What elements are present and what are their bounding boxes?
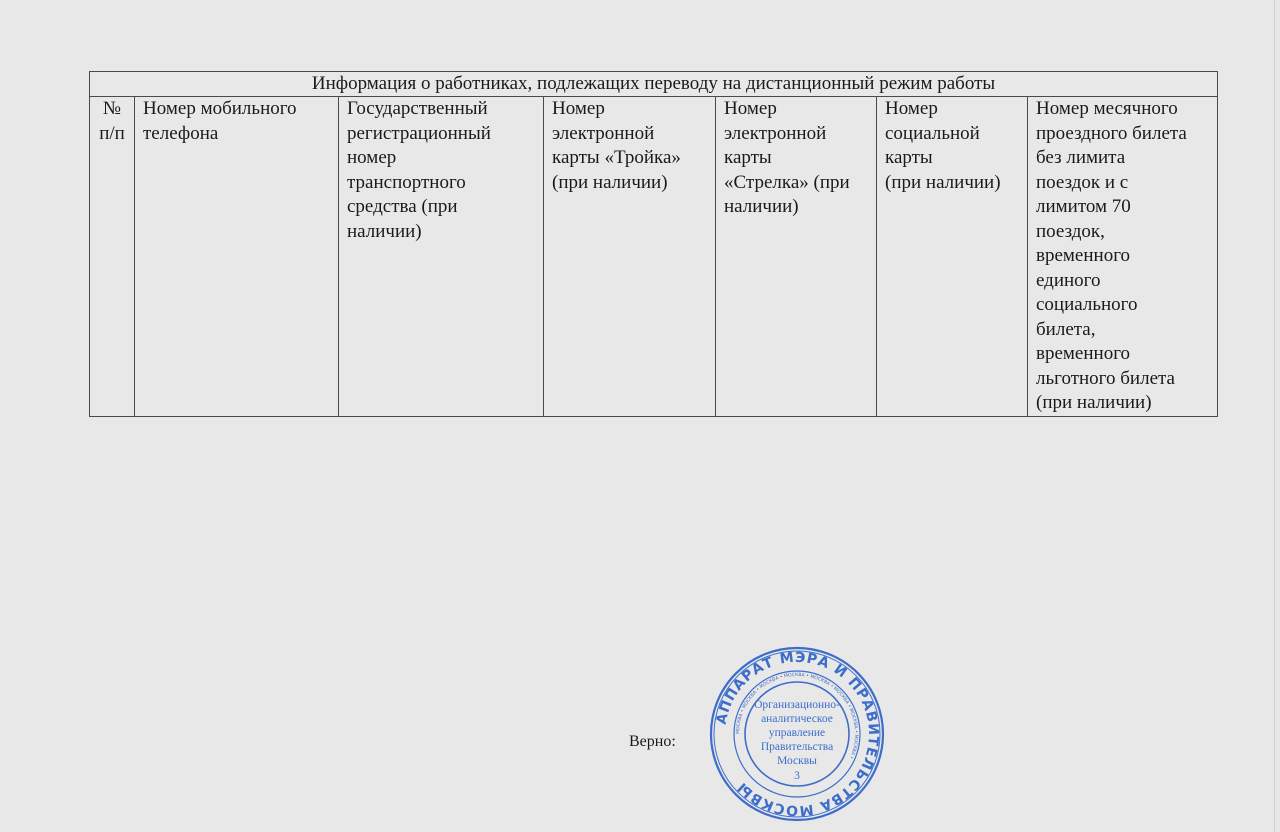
header-cell-number — [90, 97, 135, 417]
header-cell-monthly-ticket — [1028, 97, 1218, 417]
stamp-ring-text: АППАРАТ МЭРА И ПРАВИТЕЛЬСТВА МОСКВЫ — [713, 649, 882, 819]
header-troika-card-label: Номер электронной карты «Тройка» (при наличии) — [552, 98, 681, 193]
verification-label: Верно: — [629, 733, 676, 750]
stamp-center-line-2: аналитическое — [761, 713, 833, 725]
stamp-center-line-1: Организационно- — [754, 699, 840, 711]
employee-info-table — [89, 71, 1218, 417]
header-cell-troika-card — [544, 97, 716, 417]
header-cell-social-card — [877, 97, 1028, 417]
table-header-row — [90, 97, 1218, 417]
table-caption-row — [90, 72, 1218, 97]
stamp-center-line-6: 3 — [794, 770, 800, 782]
stamp-center-line-4: Правительства — [760, 741, 834, 753]
header-cell-mobile-phone — [135, 97, 339, 417]
official-seal-stamp — [709, 645, 885, 823]
header-cell-strelka-card — [716, 97, 877, 417]
stamp-center-text — [754, 699, 840, 782]
header-number-label: № п/п — [99, 98, 125, 144]
header-social-card-label: Номер социальной карты (при наличии) — [885, 98, 1001, 193]
header-mobile-phone-label: Номер мобильного телефона — [143, 98, 297, 144]
stamp-center-line-5: Москвы — [777, 755, 817, 767]
header-vehicle-registration-label: Государственный регистрационный номер транспортного средства (при наличии) — [347, 98, 491, 242]
header-monthly-ticket-label: Номер месячного проездного билета без лимита поездок и с лимитом 70 поездок, временного единого социального билета, временного льготного билета (при наличии) — [1036, 98, 1187, 413]
stamp-center-line-3: управление — [768, 727, 826, 739]
header-cell-vehicle-registration — [339, 97, 544, 417]
table-caption: Информация о работниках, подлежащих переводу на дистанционный режим работы — [90, 72, 1218, 97]
page-edge — [1274, 0, 1275, 832]
stamp-inner-ring-text: МОСКВА • МОСКВА • МОСКВА • МОСКВА • МОСКВА • МОСКВА • МОСКВА • МОСКВА • — [735, 672, 859, 760]
header-strelka-card-label: Номер электронной карты «Стрелка» (при наличии) — [724, 98, 850, 217]
